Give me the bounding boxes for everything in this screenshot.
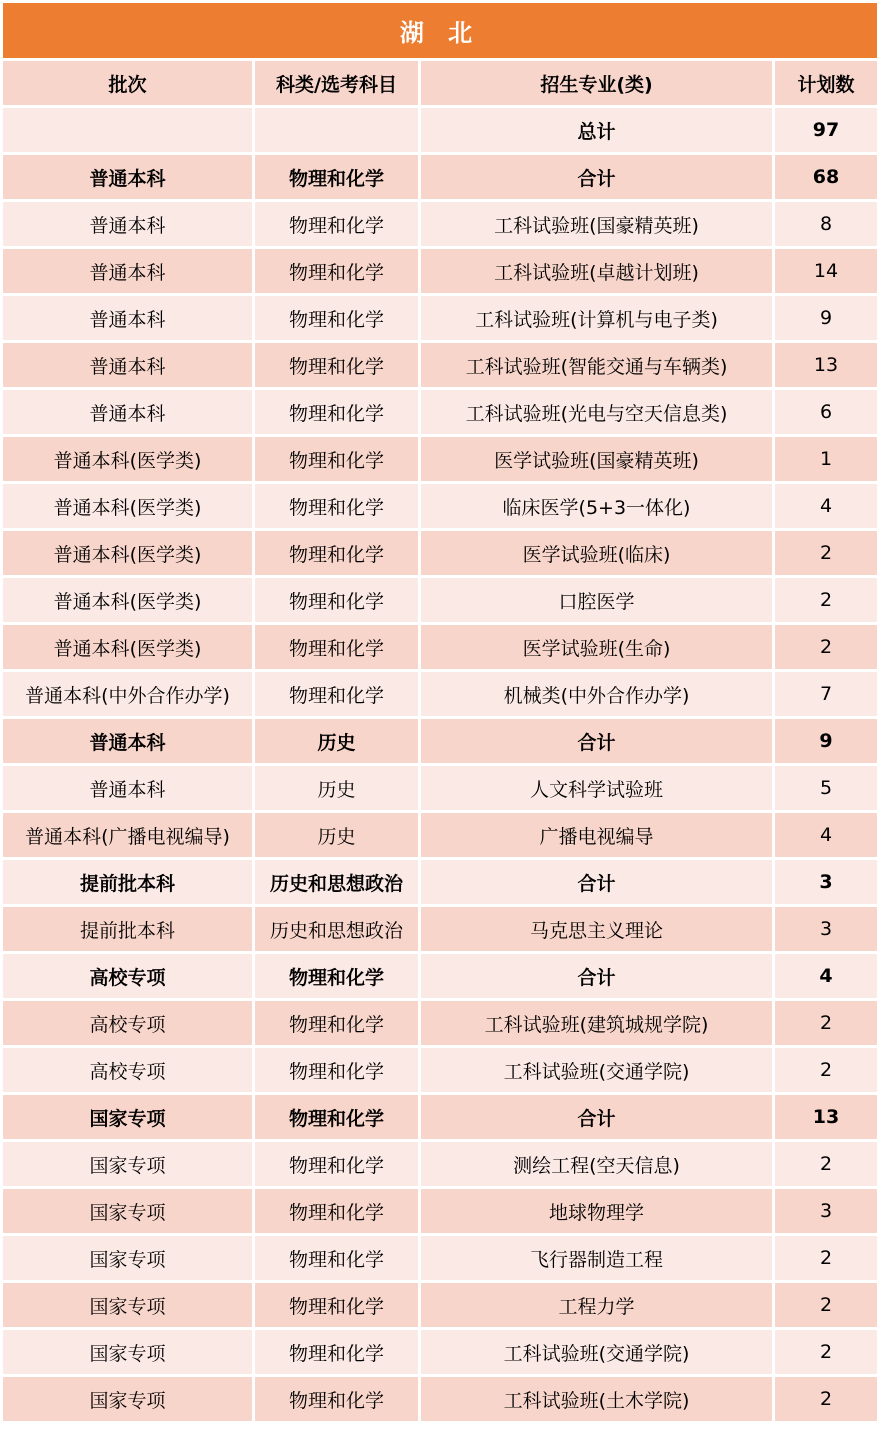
table-row — [3, 437, 877, 484]
cell-subject: 物理和化学 — [255, 1001, 421, 1048]
cell-count: 2 — [775, 1142, 877, 1189]
cell-major: 医学试验班(生命) — [421, 625, 775, 672]
table-row — [3, 1095, 877, 1142]
cell-batch: 提前批本科 — [3, 907, 255, 954]
cell-subject: 物理和化学 — [255, 625, 421, 672]
cell-batch: 普通本科 — [3, 202, 255, 249]
cell-count: 5 — [775, 766, 877, 813]
cell-major: 工科试验班(计算机与电子类) — [421, 296, 775, 343]
cell-count: 4 — [775, 954, 877, 1001]
cell-count: 2 — [775, 1001, 877, 1048]
cell-batch: 普通本科 — [3, 719, 255, 766]
cell-count: 6 — [775, 390, 877, 437]
table-row — [3, 907, 877, 954]
cell-batch: 国家专项 — [3, 1330, 255, 1377]
cell-count: 2 — [775, 1377, 877, 1424]
table-row — [3, 672, 877, 719]
cell-batch: 国家专项 — [3, 1236, 255, 1283]
table-row — [3, 766, 877, 813]
table-row — [3, 1142, 877, 1189]
table-row — [3, 1236, 877, 1283]
cell-subject: 物理和化学 — [255, 672, 421, 719]
cell-count: 9 — [775, 296, 877, 343]
table-row — [3, 249, 877, 296]
cell-major: 合计 — [421, 1095, 775, 1142]
table-row — [3, 1283, 877, 1330]
cell-major: 工科试验班(智能交通与车辆类) — [421, 343, 775, 390]
cell-subject: 物理和化学 — [255, 202, 421, 249]
cell-batch: 高校专项 — [3, 1001, 255, 1048]
cell-count: 7 — [775, 672, 877, 719]
cell-batch: 普通本科(医学类) — [3, 484, 255, 531]
cell-count: 13 — [775, 1095, 877, 1142]
cell-major: 合计 — [421, 155, 775, 202]
cell-subject: 物理和化学 — [255, 155, 421, 202]
cell-major: 地球物理学 — [421, 1189, 775, 1236]
cell-subject: 物理和化学 — [255, 1095, 421, 1142]
cell-subject: 物理和化学 — [255, 343, 421, 390]
cell-major: 飞行器制造工程 — [421, 1236, 775, 1283]
cell-major: 工科试验班(建筑城规学院) — [421, 1001, 775, 1048]
table-row — [3, 954, 877, 1001]
cell-count: 2 — [775, 625, 877, 672]
table-row — [3, 813, 877, 860]
cell-batch: 普通本科 — [3, 343, 255, 390]
table-row — [3, 343, 877, 390]
cell-count: 2 — [775, 1330, 877, 1377]
cell-count: 2 — [775, 578, 877, 625]
cell-batch: 国家专项 — [3, 1095, 255, 1142]
cell-major: 合计 — [421, 719, 775, 766]
table-row — [3, 625, 877, 672]
cell-major: 医学试验班(临床) — [421, 531, 775, 578]
cell-batch: 普通本科 — [3, 766, 255, 813]
cell-batch: 普通本科 — [3, 390, 255, 437]
cell-count: 3 — [775, 907, 877, 954]
province-title: 湖 北 — [3, 3, 877, 58]
cell-count: 13 — [775, 343, 877, 390]
cell-subject: 物理和化学 — [255, 1330, 421, 1377]
cell-major: 测绘工程(空天信息) — [421, 1142, 775, 1189]
cell-major: 工科试验班(国豪精英班) — [421, 202, 775, 249]
cell-major: 工科试验班(卓越计划班) — [421, 249, 775, 296]
cell-major: 机械类(中外合作办学) — [421, 672, 775, 719]
cell-count: 14 — [775, 249, 877, 296]
enrollment-table — [3, 61, 877, 1424]
table-row — [3, 578, 877, 625]
cell-batch: 普通本科 — [3, 296, 255, 343]
cell-subject: 物理和化学 — [255, 954, 421, 1001]
cell-count: 3 — [775, 1189, 877, 1236]
header-batch: 批次 — [3, 61, 255, 108]
cell-batch: 普通本科 — [3, 249, 255, 296]
cell-subject: 物理和化学 — [255, 390, 421, 437]
cell-major: 总计 — [421, 108, 775, 155]
cell-subject: 历史 — [255, 766, 421, 813]
cell-count: 4 — [775, 484, 877, 531]
cell-major: 临床医学(5+3一体化) — [421, 484, 775, 531]
cell-count: 8 — [775, 202, 877, 249]
table-row — [3, 390, 877, 437]
cell-subject: 物理和化学 — [255, 1189, 421, 1236]
cell-count: 2 — [775, 1236, 877, 1283]
cell-major: 合计 — [421, 860, 775, 907]
cell-subject: 历史 — [255, 719, 421, 766]
cell-batch: 国家专项 — [3, 1142, 255, 1189]
cell-count: 68 — [775, 155, 877, 202]
cell-batch — [3, 108, 255, 155]
cell-batch: 普通本科(医学类) — [3, 531, 255, 578]
table-row — [3, 1189, 877, 1236]
cell-major: 工程力学 — [421, 1283, 775, 1330]
cell-major: 工科试验班(交通学院) — [421, 1330, 775, 1377]
cell-major: 口腔医学 — [421, 578, 775, 625]
table-row — [3, 155, 877, 202]
cell-batch: 国家专项 — [3, 1283, 255, 1330]
cell-batch: 普通本科(医学类) — [3, 578, 255, 625]
cell-batch: 普通本科(医学类) — [3, 625, 255, 672]
cell-major: 广播电视编导 — [421, 813, 775, 860]
cell-subject: 物理和化学 — [255, 437, 421, 484]
cell-batch: 高校专项 — [3, 954, 255, 1001]
cell-major: 合计 — [421, 954, 775, 1001]
cell-batch: 国家专项 — [3, 1377, 255, 1424]
cell-subject: 物理和化学 — [255, 1377, 421, 1424]
cell-batch: 高校专项 — [3, 1048, 255, 1095]
cell-count: 97 — [775, 108, 877, 155]
cell-major: 工科试验班(交通学院) — [421, 1048, 775, 1095]
cell-subject: 历史和思想政治 — [255, 907, 421, 954]
cell-batch: 提前批本科 — [3, 860, 255, 907]
cell-count: 2 — [775, 1048, 877, 1095]
cell-batch: 普通本科 — [3, 155, 255, 202]
cell-batch: 普通本科(中外合作办学) — [3, 672, 255, 719]
table-row — [3, 1048, 877, 1095]
header-subject: 科类/选考科目 — [255, 61, 421, 108]
cell-subject: 物理和化学 — [255, 249, 421, 296]
table-row — [3, 296, 877, 343]
cell-subject: 历史和思想政治 — [255, 860, 421, 907]
table-row — [3, 202, 877, 249]
cell-subject: 物理和化学 — [255, 1236, 421, 1283]
table-row — [3, 1330, 877, 1377]
table-row — [3, 719, 877, 766]
cell-count: 4 — [775, 813, 877, 860]
table-row — [3, 531, 877, 578]
cell-count: 9 — [775, 719, 877, 766]
table-row — [3, 1001, 877, 1048]
enrollment-plan-document — [3, 3, 877, 1424]
cell-subject: 历史 — [255, 813, 421, 860]
cell-count: 1 — [775, 437, 877, 484]
cell-batch: 普通本科(广播电视编导) — [3, 813, 255, 860]
table-header-row — [3, 61, 877, 108]
cell-major: 工科试验班(光电与空天信息类) — [421, 390, 775, 437]
header-count: 计划数 — [775, 61, 877, 108]
cell-major: 马克思主义理论 — [421, 907, 775, 954]
table-row — [3, 484, 877, 531]
cell-subject — [255, 108, 421, 155]
header-major: 招生专业(类) — [421, 61, 775, 108]
cell-subject: 物理和化学 — [255, 531, 421, 578]
cell-subject: 物理和化学 — [255, 1283, 421, 1330]
table-row — [3, 1377, 877, 1424]
cell-batch: 国家专项 — [3, 1189, 255, 1236]
cell-count: 2 — [775, 1283, 877, 1330]
cell-subject: 物理和化学 — [255, 578, 421, 625]
table-row — [3, 860, 877, 907]
cell-major: 人文科学试验班 — [421, 766, 775, 813]
cell-subject: 物理和化学 — [255, 296, 421, 343]
cell-major: 医学试验班(国豪精英班) — [421, 437, 775, 484]
cell-major: 工科试验班(土木学院) — [421, 1377, 775, 1424]
cell-count: 3 — [775, 860, 877, 907]
table-row — [3, 108, 877, 155]
cell-subject: 物理和化学 — [255, 1048, 421, 1095]
cell-subject: 物理和化学 — [255, 1142, 421, 1189]
cell-subject: 物理和化学 — [255, 484, 421, 531]
cell-batch: 普通本科(医学类) — [3, 437, 255, 484]
cell-count: 2 — [775, 531, 877, 578]
